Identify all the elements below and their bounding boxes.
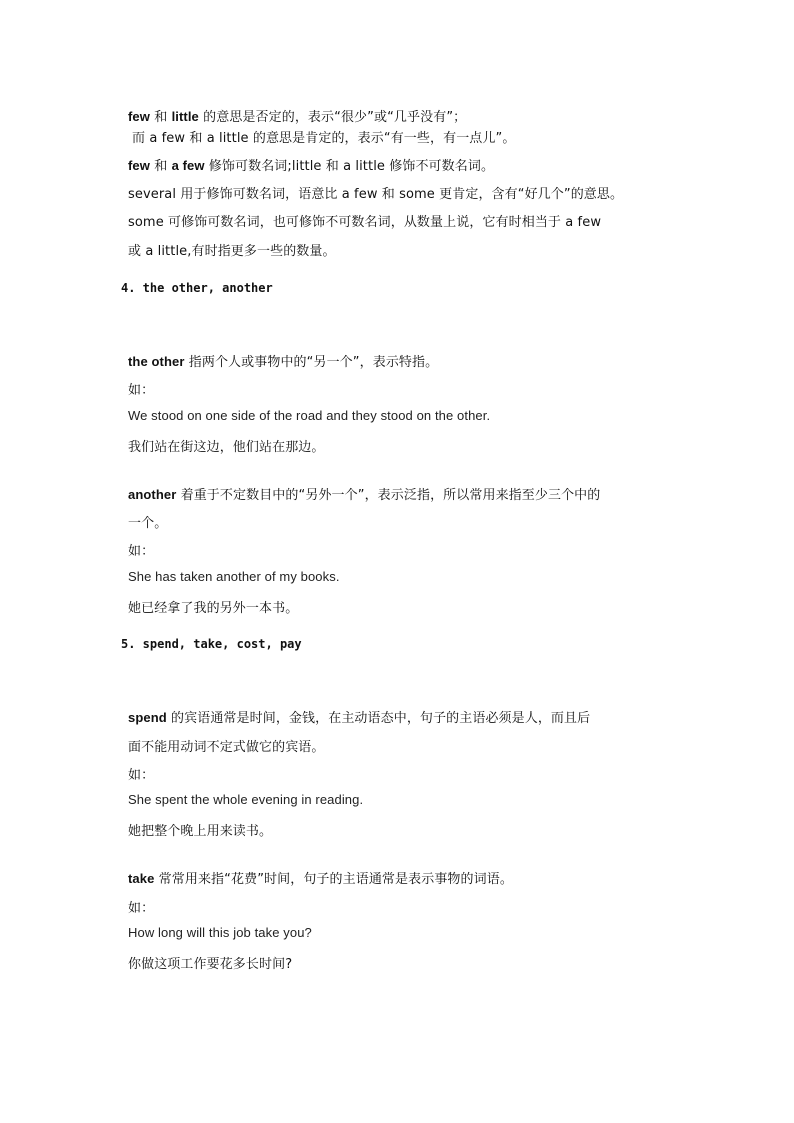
text: 常常用来指“花费”时间，句子的主语通常是表示事物的词语。 [154,872,513,887]
example-english: We stood on one side of the road and they stood on the other. [128,408,491,423]
example-chinese: 你做这项工作要花多长时间? [128,957,293,972]
term-spend: spend [128,710,167,725]
spend-definition-cont: 面不能用动词不定式做它的宾语。 [128,740,325,755]
text: 或 a little,有时指更多一些的数量。 [128,244,336,259]
term-a-few: a few [171,158,205,173]
example-chinese: 她已经拿了我的另外一本书。 [128,601,299,616]
section-heading-5: 5. spend, take, cost, pay [121,637,302,651]
few-a-few-usage-line [128,155,494,174]
example-chinese: 她把整个晚上用来读书。 [128,824,273,839]
another-definition [128,484,600,503]
some-line-2 [128,240,336,259]
example-label: 如： [128,383,155,398]
term-few: few [128,158,150,173]
text: 的意思是否定的，表示“很少”或“几乎没有”； [198,110,467,125]
text: 和 [149,110,172,125]
term-take: take [128,871,155,886]
text: several 用于修饰可数名词，语意比 a few 和 some 更肯定，含有“好几个”的意思。 [128,187,624,202]
several-line [128,183,623,202]
example-chinese: 我们站在街这边，他们站在那边。 [128,440,325,455]
term-few: few [128,109,150,124]
few-little-line [128,106,466,125]
example-english: She has taken another of my books. [128,569,340,584]
term-another: another [128,487,177,502]
a-few-a-little-line [132,127,515,146]
text: 指两个人或事物中的“另一个”，表示特指。 [184,355,439,370]
example-english: How long will this job take you? [128,925,312,940]
example-label: 如： [128,768,155,783]
term-little: little [171,109,199,124]
some-line [128,211,601,230]
the-other-definition [128,351,438,370]
text: 和 [149,159,172,174]
text: 的宾语通常是时间，金钱，在主动语态中，句子的主语必须是人，而且后 [166,711,591,726]
take-definition [128,868,513,887]
text: some 可修饰可数名词，也可修饰不可数名词，从数量上说，它有时相当于 a few [128,215,602,230]
another-definition-cont: 一个。 [128,516,168,531]
text: 而 a few 和 a little 的意思是肯定的，表示“有一些，有一点儿”。 [132,131,516,146]
example-english: She spent the whole evening in reading. [128,792,364,807]
spend-definition [128,707,590,726]
term-the-other: the other [128,354,185,369]
example-label: 如： [128,901,155,916]
section-heading-4: 4. the other, another [121,281,273,295]
example-label: 如： [128,544,155,559]
text: 修饰可数名词;little 和 a little 修饰不可数名词。 [204,159,495,174]
text: 着重于不定数目中的“另外一个”，表示泛指，所以常用来指至少三个中的 [176,488,601,503]
